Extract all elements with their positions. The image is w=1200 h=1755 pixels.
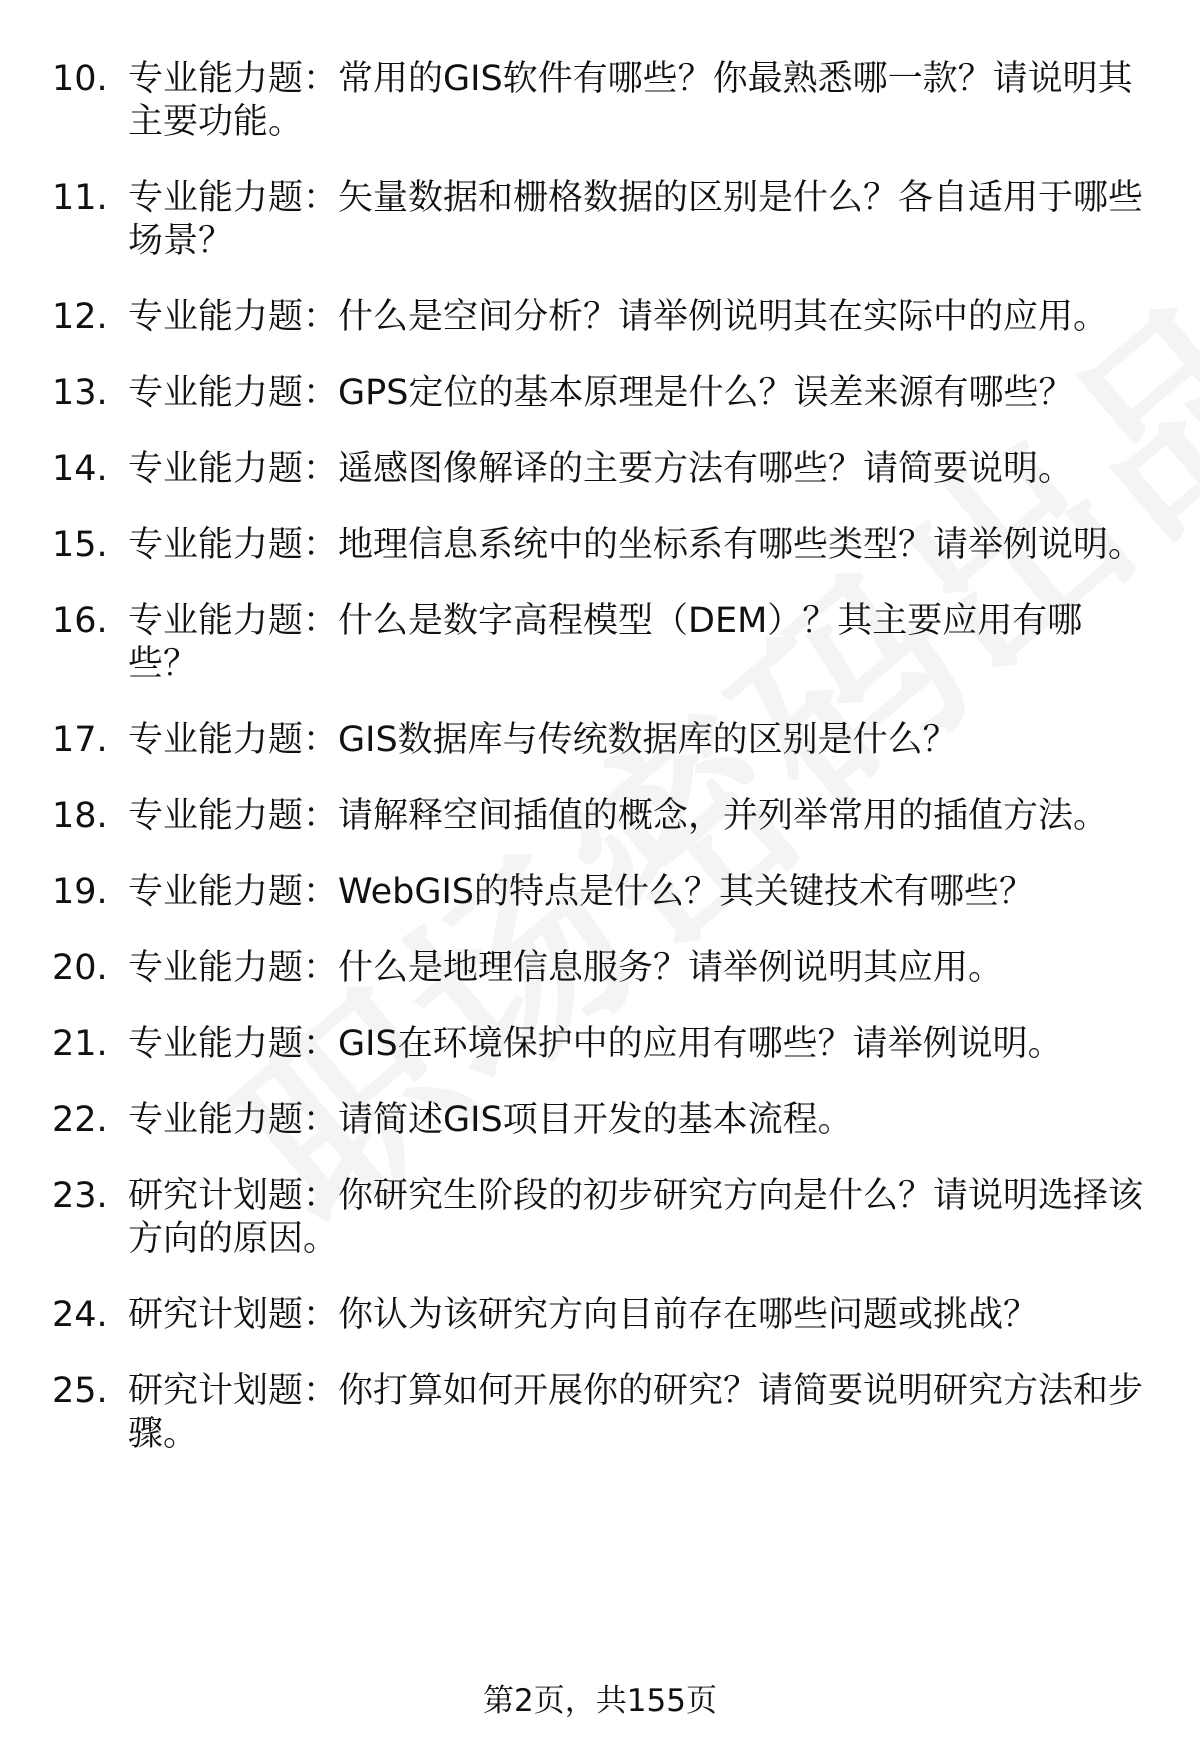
question-number: 16. <box>52 601 108 641</box>
question-number: 22. <box>52 1100 108 1140</box>
question-number: 18. <box>52 796 108 836</box>
question-body <box>128 372 1148 415</box>
question-number: 15. <box>52 525 108 565</box>
question-text: 什么是空间分析？请举例说明其在实际中的应用。 <box>338 297 1109 337</box>
question-body <box>128 177 1148 263</box>
question-category: 专业能力题： <box>128 948 339 988</box>
question-category: 专业能力题： <box>128 1100 339 1140</box>
question-category: 专业能力题： <box>128 796 339 836</box>
question-item <box>52 296 1152 339</box>
question-text: 什么是地理信息服务？请举例说明其应用。 <box>338 948 1004 988</box>
question-category: 研究计划题： <box>128 1295 339 1335</box>
question-category: 专业能力题： <box>128 872 339 912</box>
question-text: 你认为该研究方向目前存在哪些问题或挑战？ <box>338 1295 1039 1335</box>
question-body <box>128 719 1148 762</box>
question-number: 17. <box>52 720 108 760</box>
question-category: 研究计划题： <box>128 1176 339 1216</box>
question-item <box>52 1023 1152 1066</box>
question-item <box>52 947 1152 990</box>
question-number: 10. <box>52 59 108 99</box>
question-item <box>52 719 1152 762</box>
question-body <box>128 448 1148 491</box>
question-item <box>52 1294 1152 1337</box>
question-number: 23. <box>52 1176 108 1216</box>
question-number: 21. <box>52 1024 108 1064</box>
question-text: 你打算如何开展你的研究？请简要说明研究方法和步骤。 <box>128 1371 1144 1454</box>
question-number: 25. <box>52 1371 108 1411</box>
question-text: GPS定位的基本原理是什么？误差来源有哪些？ <box>338 373 1074 413</box>
question-number: 12. <box>52 297 108 337</box>
question-item <box>52 795 1152 838</box>
question-item <box>52 600 1152 686</box>
question-item <box>52 1370 1152 1456</box>
page-footer: 第2页，共155页 <box>483 1683 717 1719</box>
question-item <box>52 448 1152 491</box>
question-number: 13. <box>52 373 108 413</box>
question-category: 研究计划题： <box>128 1371 339 1411</box>
question-category: 专业能力题： <box>128 59 339 99</box>
question-text: 请解释空间插值的概念，并列举常用的插值方法。 <box>338 796 1109 836</box>
question-item <box>52 524 1152 567</box>
question-text: GIS在环境保护中的应用有哪些？请举例说明。 <box>338 1024 1063 1064</box>
question-list <box>52 58 1152 1489</box>
question-body <box>128 296 1148 339</box>
question-body <box>128 524 1148 567</box>
question-category: 专业能力题： <box>128 601 339 641</box>
question-category: 专业能力题： <box>128 178 339 218</box>
question-category: 专业能力题： <box>128 525 339 565</box>
question-body <box>128 1175 1148 1261</box>
question-text: 矢量数据和栅格数据的区别是什么？各自适用于哪些场景？ <box>128 178 1144 261</box>
question-category: 专业能力题： <box>128 720 339 760</box>
question-text: GIS数据库与传统数据库的区别是什么？ <box>338 720 958 760</box>
question-item <box>52 1175 1152 1261</box>
question-number: 19. <box>52 872 108 912</box>
question-item <box>52 871 1152 914</box>
question-text: 常用的GIS软件有哪些？你最熟悉哪一款？请说明其主要功能。 <box>128 59 1133 142</box>
question-body <box>128 600 1148 686</box>
question-category: 专业能力题： <box>128 1024 339 1064</box>
question-item <box>52 1099 1152 1142</box>
question-body <box>128 1023 1148 1066</box>
question-text: 请简述GIS项目开发的基本流程。 <box>338 1100 853 1140</box>
question-number: 20. <box>52 948 108 988</box>
question-category: 专业能力题： <box>128 373 339 413</box>
question-body <box>128 1294 1148 1337</box>
question-item <box>52 58 1152 144</box>
question-number: 11. <box>52 178 108 218</box>
question-body <box>128 1370 1148 1456</box>
question-body <box>128 58 1148 144</box>
question-item <box>52 177 1152 263</box>
question-text: 地理信息系统中的坐标系有哪些类型？请举例说明。 <box>338 525 1144 565</box>
question-body <box>128 871 1148 914</box>
question-text: 遥感图像解译的主要方法有哪些？请简要说明。 <box>338 449 1074 489</box>
question-text: 什么是数字高程模型（DEM）？其主要应用有哪些？ <box>128 601 1083 684</box>
question-text: WebGIS的特点是什么？其关键技术有哪些？ <box>338 872 1034 912</box>
question-category: 专业能力题： <box>128 449 339 489</box>
question-number: 14. <box>52 449 108 489</box>
question-number: 24. <box>52 1295 108 1335</box>
question-body <box>128 947 1148 990</box>
question-text: 你研究生阶段的初步研究方向是什么？请说明选择该方向的原因。 <box>128 1176 1144 1259</box>
question-body <box>128 1099 1148 1142</box>
question-item <box>52 372 1152 415</box>
question-body <box>128 795 1148 838</box>
question-category: 专业能力题： <box>128 297 339 337</box>
